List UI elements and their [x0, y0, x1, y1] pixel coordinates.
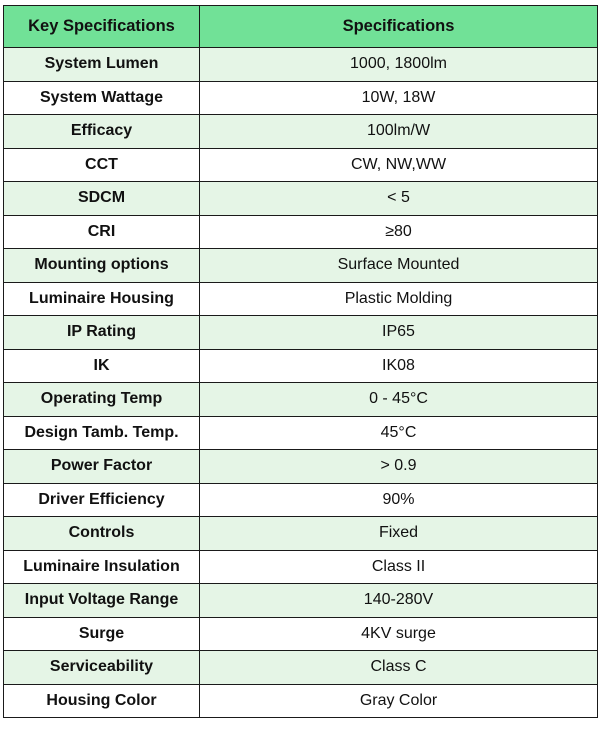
- spec-key-cell: CCT: [4, 148, 200, 182]
- spec-key-cell: IK: [4, 349, 200, 383]
- spec-key-cell: Controls: [4, 517, 200, 551]
- spec-key-cell: Luminaire Housing: [4, 282, 200, 316]
- table-row: [4, 483, 598, 517]
- table-row: [4, 383, 598, 417]
- spec-value-cell: > 0.9: [200, 450, 598, 484]
- table-row: [4, 416, 598, 450]
- table-row: [4, 48, 598, 82]
- table-row: [4, 249, 598, 283]
- spec-table-container: [3, 5, 597, 718]
- table-row: [4, 651, 598, 685]
- spec-value-cell: Plastic Molding: [200, 282, 598, 316]
- table-row: [4, 215, 598, 249]
- table-row: [4, 115, 598, 149]
- spec-value-cell: Class C: [200, 651, 598, 685]
- specifications-table: [3, 5, 598, 718]
- spec-value-cell: 10W, 18W: [200, 81, 598, 115]
- spec-value-cell: Surface Mounted: [200, 249, 598, 283]
- spec-value-cell: IP65: [200, 316, 598, 350]
- spec-key-cell: Input Voltage Range: [4, 584, 200, 618]
- table-row: [4, 684, 598, 718]
- spec-key-cell: System Lumen: [4, 48, 200, 82]
- spec-value-cell: 4KV surge: [200, 617, 598, 651]
- spec-value-cell: 45°C: [200, 416, 598, 450]
- table-row: [4, 517, 598, 551]
- spec-key-cell: SDCM: [4, 182, 200, 216]
- table-row: [4, 148, 598, 182]
- table-row: [4, 81, 598, 115]
- spec-value-cell: 0 - 45°C: [200, 383, 598, 417]
- spec-key-cell: Operating Temp: [4, 383, 200, 417]
- spec-value-cell: 100lm/W: [200, 115, 598, 149]
- header-specifications: Specifications: [200, 6, 598, 48]
- spec-value-cell: Fixed: [200, 517, 598, 551]
- spec-value-cell: 90%: [200, 483, 598, 517]
- table-row: [4, 584, 598, 618]
- table-header-row: [4, 6, 598, 48]
- spec-key-cell: Efficacy: [4, 115, 200, 149]
- table-row: [4, 182, 598, 216]
- spec-value-cell: 140-280V: [200, 584, 598, 618]
- spec-key-cell: Luminaire Insulation: [4, 550, 200, 584]
- spec-value-cell: 1000, 1800lm: [200, 48, 598, 82]
- table-row: [4, 316, 598, 350]
- table-row: [4, 349, 598, 383]
- table-row: [4, 282, 598, 316]
- spec-key-cell: Housing Color: [4, 684, 200, 718]
- spec-key-cell: IP Rating: [4, 316, 200, 350]
- spec-key-cell: Surge: [4, 617, 200, 651]
- table-row: [4, 450, 598, 484]
- spec-value-cell: Class II: [200, 550, 598, 584]
- spec-value-cell: < 5: [200, 182, 598, 216]
- spec-key-cell: Power Factor: [4, 450, 200, 484]
- table-row: [4, 550, 598, 584]
- spec-key-cell: Serviceability: [4, 651, 200, 685]
- table-body: [4, 48, 598, 718]
- spec-key-cell: System Wattage: [4, 81, 200, 115]
- spec-key-cell: Mounting options: [4, 249, 200, 283]
- spec-key-cell: Design Tamb. Temp.: [4, 416, 200, 450]
- spec-value-cell: ≥80: [200, 215, 598, 249]
- table-row: [4, 617, 598, 651]
- spec-key-cell: Driver Efficiency: [4, 483, 200, 517]
- spec-key-cell: CRI: [4, 215, 200, 249]
- spec-value-cell: IK08: [200, 349, 598, 383]
- spec-value-cell: Gray Color: [200, 684, 598, 718]
- spec-value-cell: CW, NW,WW: [200, 148, 598, 182]
- header-key-specifications: Key Specifications: [4, 6, 200, 48]
